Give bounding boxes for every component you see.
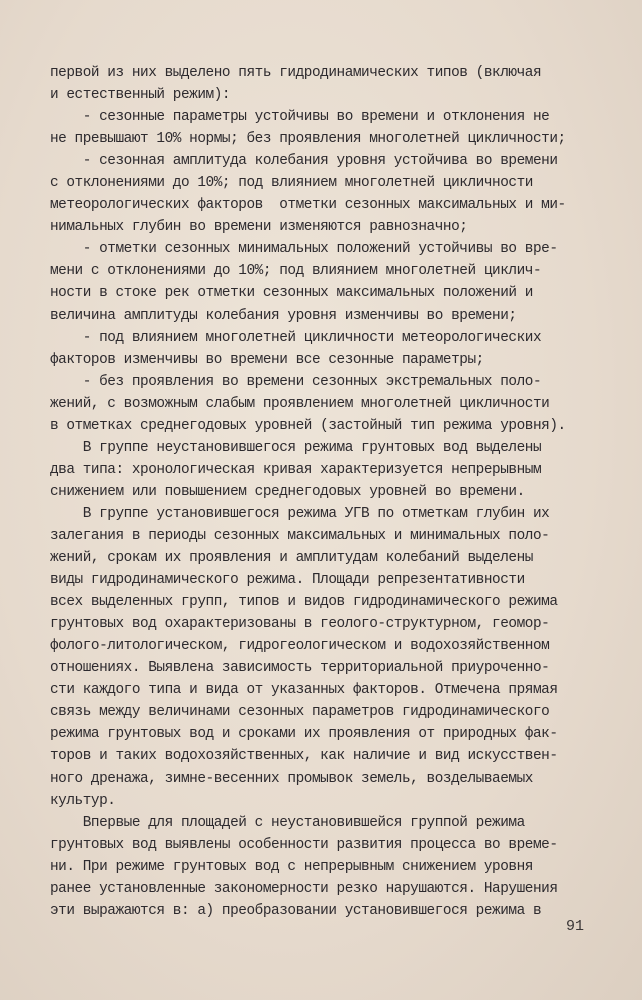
text-line: с отклонениями до 10%; под влиянием многолетней цикличности	[50, 175, 533, 192]
text-line: величина амплитуды колебания уровня изменчивы во времени;	[50, 307, 517, 324]
text-line: торов и таких водохозяйственных, как наличие и вид искусствен-	[50, 748, 558, 765]
text-line: грунтовых вод охарактеризованы в геолого-структурном, геомор-	[50, 616, 550, 633]
text-line: - под влиянием многолетней цикличности метеорологических	[50, 329, 542, 346]
text-line: эти выражаются в: а) преобразовании установившегося режима в	[50, 902, 542, 919]
text-line: первой из них выделено пять гидродинамических типов (включая	[50, 65, 542, 81]
text-line: связь между величинами сезонных параметров гидродинамического	[50, 704, 550, 721]
text-line: ности в стоке рек отметки сезонных максимальных положений и	[50, 285, 533, 302]
text-line: отношениях. Выявлена зависимость территориальной приуроченно-	[50, 660, 550, 677]
text-line: жений, срокам их проявления и амплитудам колебаний выделены	[50, 550, 533, 567]
text-line: мени с отклонениями до 10%; под влиянием многолетней циклич-	[50, 263, 542, 280]
text-line: не превышают 10% нормы; без проявления многолетней цикличности;	[50, 131, 566, 148]
text-line: режима грунтовых вод и сроками их проявления от природных фак-	[50, 726, 558, 743]
text-line: снижением или повышением среднегодовых уровней во времени.	[50, 483, 525, 500]
text-line: в отметках среднегодовых уровней (застойный тип режима уровня).	[50, 417, 566, 434]
text-line: факторов изменчивы во времени все сезонные параметры;	[50, 351, 484, 368]
text-line: - отметки сезонных минимальных положений устойчивы во вре-	[50, 241, 558, 258]
text-line: - сезонная амплитуда колебания уровня устойчива во времени	[50, 153, 558, 170]
text-line: В группе установившегося режима УГВ по отметкам глубин их	[50, 505, 550, 522]
text-line: - без проявления во времени сезонных экстремальных поло-	[50, 373, 542, 390]
text-line: грунтовых вод выявлены особенности развития процесса во време-	[50, 836, 558, 853]
text-line: Впервые для площадей с неустановившейся группой режима	[50, 814, 525, 831]
text-line: ни. При режиме грунтовых вод с непрерывным снижением уровня	[50, 858, 533, 875]
text-line: виды гидродинамического режима. Площади репрезентативности	[50, 572, 525, 589]
text-line: метеорологических факторов отметки сезонных максимальных и ми-	[50, 197, 566, 214]
text-line: всех выделенных групп, типов и видов гидродинамического режима	[50, 594, 558, 611]
text-line: нимальных глубин во времени изменяются равнозначно;	[50, 219, 468, 236]
text-line: и естественный режим):	[50, 87, 231, 104]
text-line: жений, с возможным слабым проявлением многолетней цикличности	[50, 395, 550, 412]
page-number: 91	[565, 918, 584, 935]
text-line: залегания в периоды сезонных максимальных и минимальных поло-	[50, 527, 550, 544]
text-line: - сезонные параметры устойчивы во времени и отклонения не	[50, 109, 550, 126]
body-text	[50, 62, 582, 922]
text-line: фолого-литологическом, гидрогеологическом и водохозяйственном	[50, 638, 550, 655]
text-line: В группе неустановившегося режима грунтовых вод выделены	[50, 439, 542, 456]
text-line: ного дренажа, зимне-весенних промывок земель, возделываемых	[50, 770, 533, 787]
text-line: два типа: хронологическая кривая характеризуется непрерывным	[50, 461, 542, 478]
text-line: ранее установленные закономерности резко нарушаются. Нарушения	[50, 880, 558, 897]
text-line: культур.	[50, 792, 116, 809]
text-line: сти каждого типа и вида от указанных факторов. Отмечена прямая	[50, 682, 558, 699]
